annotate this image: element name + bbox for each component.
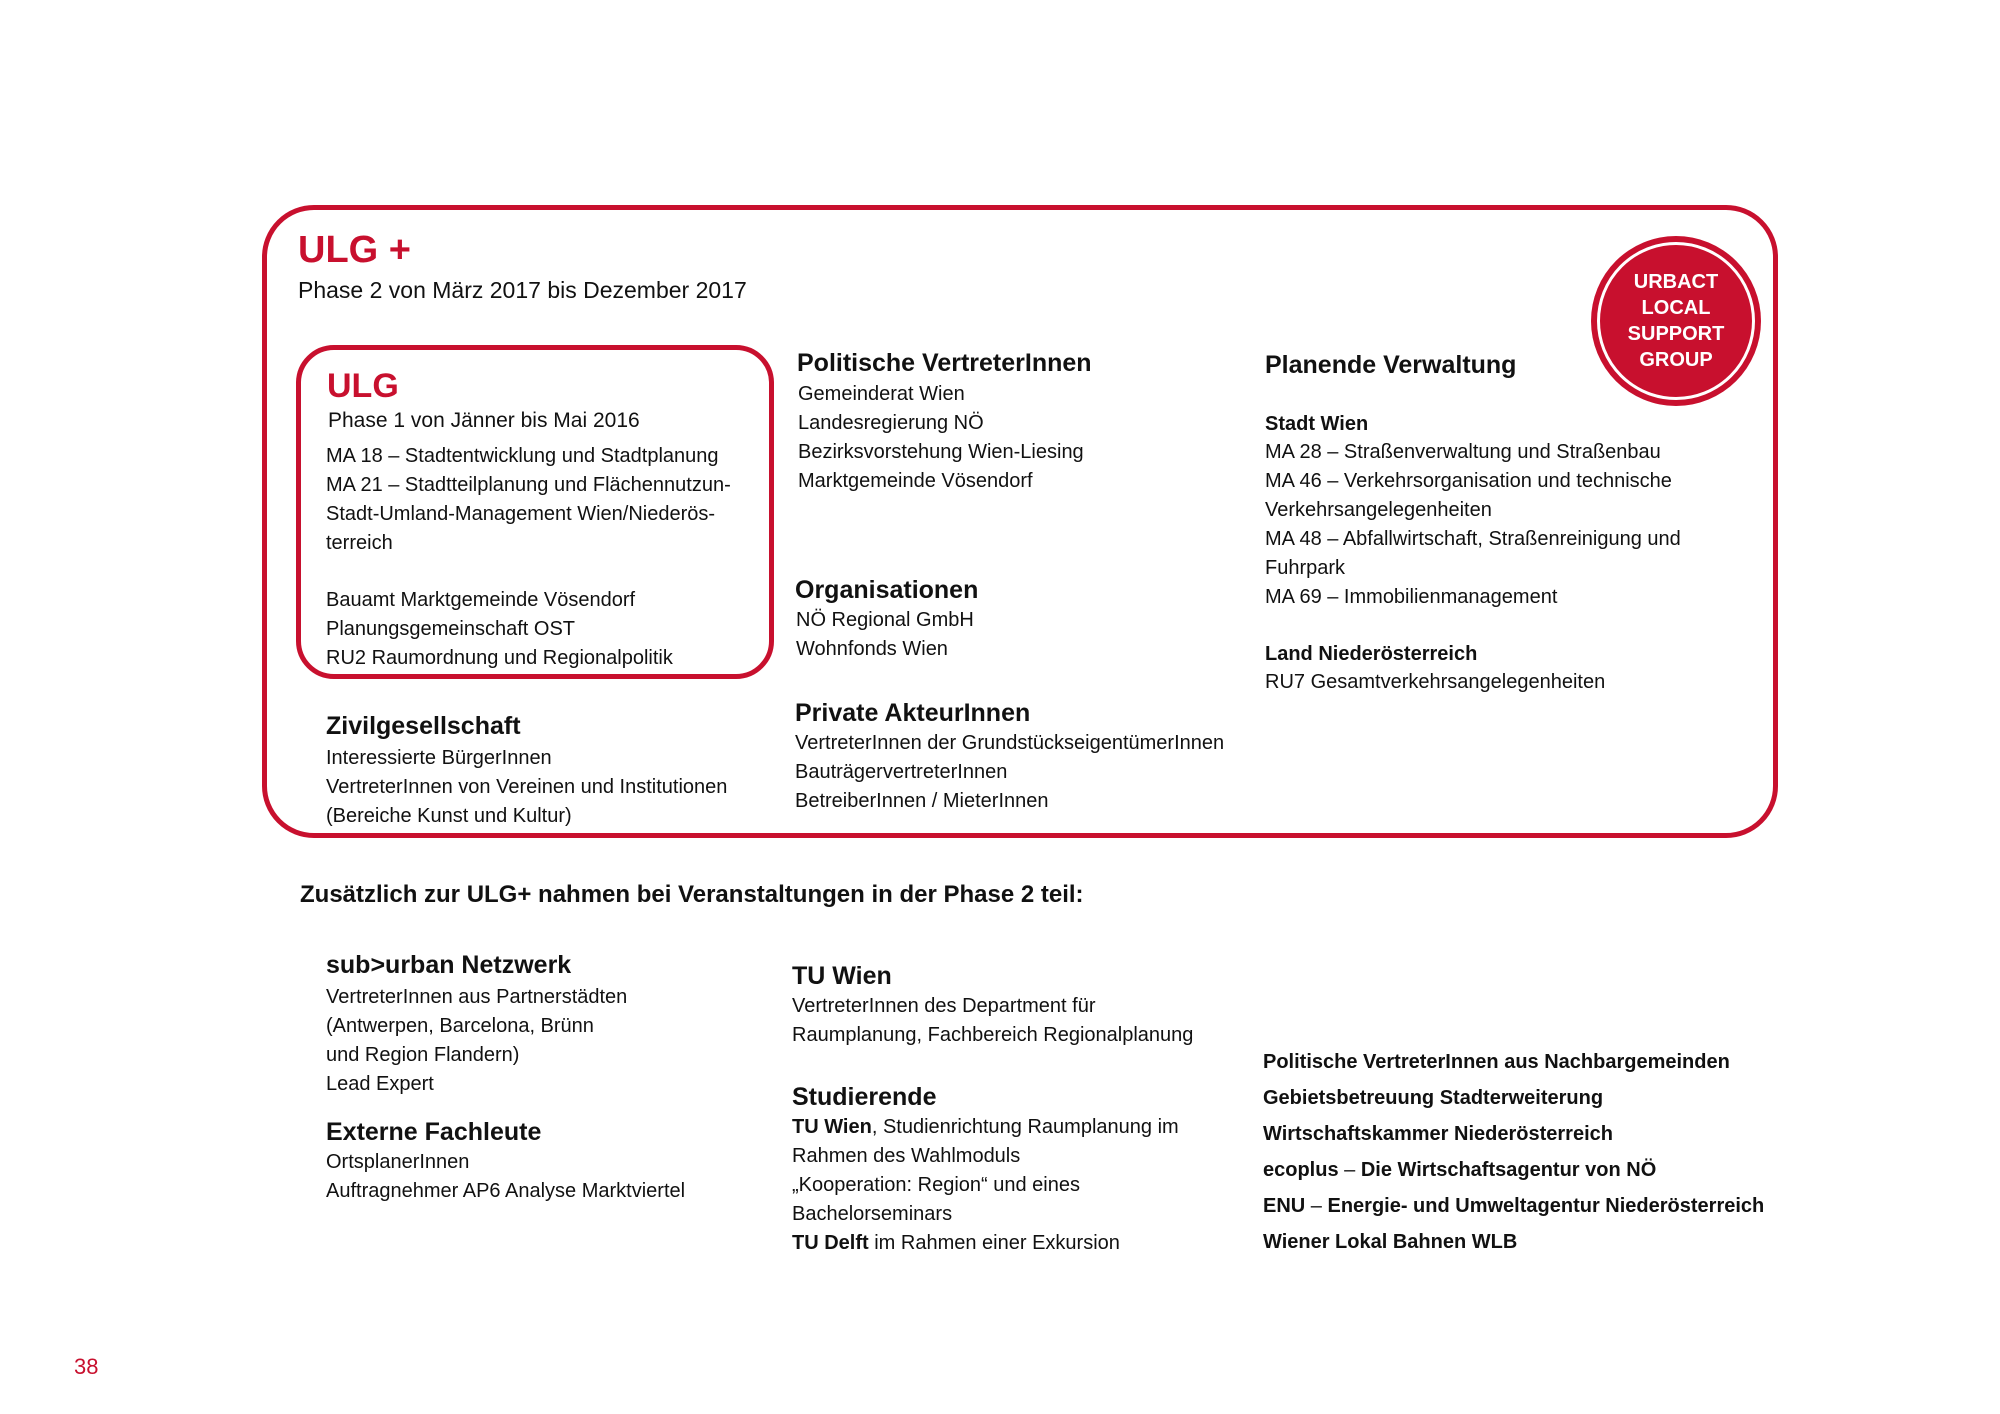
studierende-last-rest: im Rahmen einer Exkursion	[868, 1232, 1120, 1254]
land-noe-heading: Land Niederösterreich	[1265, 643, 1478, 665]
ulg-title: ULG	[327, 367, 399, 405]
externe-items	[326, 1148, 685, 1206]
list-item: Interessierte BürgerInnen	[326, 747, 552, 769]
list-item	[792, 1113, 1179, 1142]
badge-text	[1616, 269, 1736, 373]
list-item: VertreterInnen des Department für	[792, 995, 1096, 1017]
list-item: Rahmen des Wahlmoduls	[792, 1145, 1021, 1167]
stadt-wien-items	[1265, 438, 1681, 612]
badge-line: URBACT	[1633, 271, 1719, 293]
studierende-line1-rest: , Studienrichtung Raumplanung im	[871, 1116, 1179, 1138]
ulg-items-a	[326, 442, 731, 558]
list-item: Marktgemeinde Vösendorf	[798, 470, 1033, 492]
list-item: Bauamt Marktgemeinde Vösendorf	[326, 589, 636, 611]
ulg-plus-title: ULG +	[298, 229, 411, 271]
list-item: Politische VertreterInnen aus Nachbargemeinden	[1263, 1051, 1730, 1073]
list-item: und Region Flandern)	[326, 1044, 520, 1066]
list-item	[792, 1229, 1179, 1258]
list-item: Gemeinderat Wien	[798, 383, 965, 405]
stadt-wien-heading: Stadt Wien	[1265, 413, 1369, 435]
suburban-items	[326, 983, 627, 1099]
page-number: 38	[74, 1354, 99, 1379]
politische-items	[798, 380, 1084, 496]
tu-wien-bold: TU Wien	[792, 1116, 872, 1138]
list-item: Fuhrpark	[1265, 557, 1346, 579]
tu-wien-heading: TU Wien	[792, 962, 892, 990]
ecoplus-label: ecoplus	[1263, 1159, 1339, 1181]
list-item: „Kooperation: Region“ und eines	[792, 1174, 1080, 1196]
dash: –	[1305, 1195, 1328, 1217]
ulg-items-b	[326, 586, 673, 673]
list-item: BauträgervertreterInnen	[795, 761, 1008, 783]
land-noe-items	[1265, 668, 1605, 697]
list-item: Wirtschaftskammer Niederösterreich	[1263, 1123, 1613, 1145]
list-item	[1263, 1152, 1764, 1188]
list-item: MA 46 – Verkehrsorganisation und technische	[1265, 470, 1672, 492]
ecoplus-desc: Die Wirtschaftsagentur von NÖ	[1360, 1159, 1657, 1181]
list-item: VertreterInnen aus Partnerstädten	[326, 986, 628, 1008]
politische-heading: Politische VertreterInnen	[797, 349, 1092, 377]
list-item: Bachelorseminars	[792, 1203, 953, 1225]
list-item: MA 69 – Immobilienmanagement	[1265, 586, 1558, 608]
tu-wien-items	[792, 992, 1193, 1050]
list-item: MA 18 – Stadtentwicklung und Stadtplanung	[326, 445, 719, 467]
planende-heading: Planende Verwaltung	[1265, 351, 1517, 379]
list-item: OrtsplanerInnen	[326, 1151, 470, 1173]
list-item: MA 28 – Straßenverwaltung und Straßenbau	[1265, 441, 1661, 463]
externe-heading: Externe Fachleute	[326, 1118, 542, 1146]
right-list	[1263, 1044, 1764, 1260]
list-item: Wiener Lokal Bahnen WLB	[1263, 1231, 1518, 1253]
list-item: BetreiberInnen / MieterInnen	[795, 790, 1049, 812]
badge-line: LOCAL	[1641, 297, 1711, 319]
list-item	[1263, 1188, 1764, 1224]
list-item: Gebietsbetreuung Stadterweiterung	[1263, 1087, 1604, 1109]
list-item: NÖ Regional GmbH	[796, 609, 974, 631]
ulg-plus-subtitle: Phase 2 von März 2017 bis Dezember 2017	[298, 277, 747, 303]
additional-heading: Zusätzlich zur ULG+ nahmen bei Veranstaltungen in der Phase 2 teil:	[300, 881, 1084, 908]
list-item: Bezirksvorstehung Wien-Liesing	[798, 441, 1084, 463]
list-item: VertreterInnen der GrundstückseigentümerInnen	[795, 732, 1225, 754]
dash: –	[1338, 1159, 1361, 1181]
badge-line: SUPPORT	[1627, 323, 1725, 345]
list-item: Planungsgemeinschaft OST	[326, 618, 576, 640]
zivilgesellschaft-heading: Zivilgesellschaft	[326, 712, 521, 740]
list-item: RU2 Raumordnung und Regionalpolitik	[326, 647, 673, 669]
badge-line: GROUP	[1639, 349, 1713, 371]
list-item: terreich	[326, 532, 393, 554]
enu-label: ENU	[1263, 1195, 1306, 1217]
enu-desc: Energie- und Umweltagentur Niederösterreich	[1327, 1195, 1765, 1217]
zivilgesellschaft-items	[326, 744, 727, 831]
organisationen-items	[796, 606, 974, 664]
list-item: Verkehrsangelegenheiten	[1265, 499, 1492, 521]
list-item: Stadt-Umland-Management Wien/Niederös-	[326, 503, 716, 525]
list-item: Auftragnehmer AP6 Analyse Marktviertel	[326, 1180, 686, 1202]
private-heading: Private AkteurInnen	[795, 699, 1031, 727]
studierende-items	[792, 1113, 1179, 1258]
list-item: (Antwerpen, Barcelona, Brünn	[326, 1015, 594, 1037]
list-item: Wohnfonds Wien	[796, 638, 948, 660]
private-items	[795, 729, 1224, 816]
list-item: MA 48 – Abfallwirtschaft, Straßenreinigung und	[1265, 528, 1681, 550]
list-item: Lead Expert	[326, 1073, 434, 1095]
studierende-heading: Studierende	[792, 1083, 937, 1111]
list-item: Raumplanung, Fachbereich Regionalplanung	[792, 1024, 1194, 1046]
suburban-heading: sub>urban Netzwerk	[326, 951, 572, 979]
list-item: Landesregierung NÖ	[798, 412, 984, 434]
list-item: VertreterInnen von Vereinen und Institutionen	[326, 776, 728, 798]
list-item: RU7 Gesamtverkehrsangelegenheiten	[1265, 671, 1606, 693]
list-item: MA 21 – Stadtteilplanung und Flächennutzun-	[326, 474, 731, 496]
urbact-local-support-group-badge	[1591, 236, 1761, 406]
organisationen-heading: Organisationen	[795, 576, 979, 604]
tu-delft-bold: TU Delft	[792, 1232, 869, 1254]
ulg-subtitle: Phase 1 von Jänner bis Mai 2016	[328, 409, 640, 432]
list-item: (Bereiche Kunst und Kultur)	[326, 805, 572, 827]
